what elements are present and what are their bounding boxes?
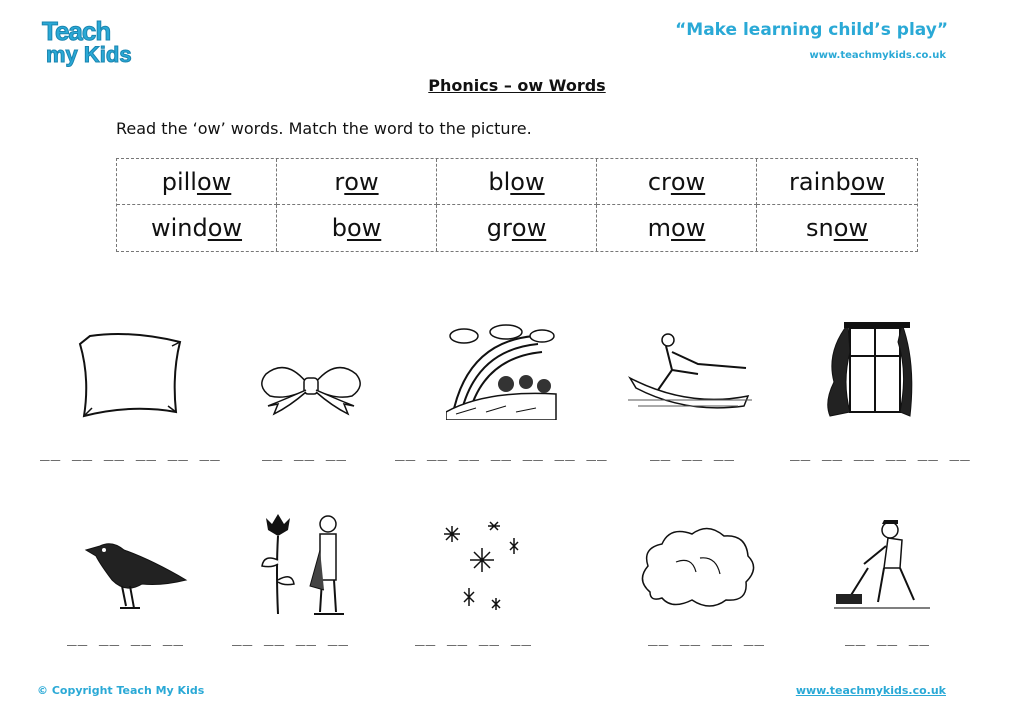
copyright: © Copyright Teach My Kids xyxy=(37,684,205,697)
word-cell: cr ow xyxy=(597,159,757,205)
header-website-link[interactable]: www.teachmykids.co.uk xyxy=(809,50,946,61)
answer-blanks[interactable]: __ __ __ xyxy=(650,442,736,461)
row-boat-icon xyxy=(628,330,752,410)
snow-icon xyxy=(430,516,526,612)
teach-my-kids-logo xyxy=(42,16,134,68)
answer-blanks[interactable]: __ __ __ xyxy=(262,442,348,461)
blow-wind-icon xyxy=(636,522,760,614)
rainbow-icon xyxy=(446,322,558,420)
grow-flower-icon xyxy=(258,510,348,618)
word-cell: sn ow xyxy=(805,214,869,242)
answer-blanks[interactable]: __ __ __ __ xyxy=(232,627,349,646)
answer-blanks[interactable]: __ __ __ __ __ __ __ xyxy=(395,442,608,461)
window-icon xyxy=(820,322,916,418)
crow-icon xyxy=(82,536,190,614)
mow-lawnmower-icon xyxy=(834,516,930,612)
word-cell: r ow xyxy=(277,159,437,205)
word-cell: b ow xyxy=(277,205,437,251)
logo-line2: my Kids xyxy=(46,42,132,67)
answer-blanks[interactable]: __ __ __ __ xyxy=(648,627,765,646)
word-cell: pill ow xyxy=(117,159,277,205)
answer-blanks[interactable]: __ __ __ __ __ __ xyxy=(790,442,971,461)
word-cell: m ow xyxy=(597,205,757,251)
instructions: Read the ‘ow’ words. Match the word to the picture. xyxy=(116,119,532,138)
footer-website-link[interactable]: www.teachmykids.co.uk xyxy=(795,684,946,697)
pillow-icon xyxy=(76,328,186,420)
word-cell: bl ow xyxy=(437,159,597,205)
word-cell: gr ow xyxy=(437,205,597,251)
answer-blanks[interactable]: __ __ __ xyxy=(845,627,931,646)
answer-blanks[interactable]: __ __ __ __ __ __ xyxy=(40,442,221,461)
page-title: Phonics – ow Words xyxy=(428,76,606,95)
answer-blanks[interactable]: __ __ __ __ xyxy=(415,627,532,646)
bow-icon xyxy=(256,360,366,420)
tagline: “Make learning child’s play” xyxy=(675,20,948,40)
word-cell: rainb ow xyxy=(757,159,917,205)
logo-line1: Teach xyxy=(42,16,111,46)
word-table xyxy=(116,158,918,252)
answer-blanks[interactable]: __ __ __ __ xyxy=(67,627,184,646)
word-cell: wind ow xyxy=(117,205,277,251)
